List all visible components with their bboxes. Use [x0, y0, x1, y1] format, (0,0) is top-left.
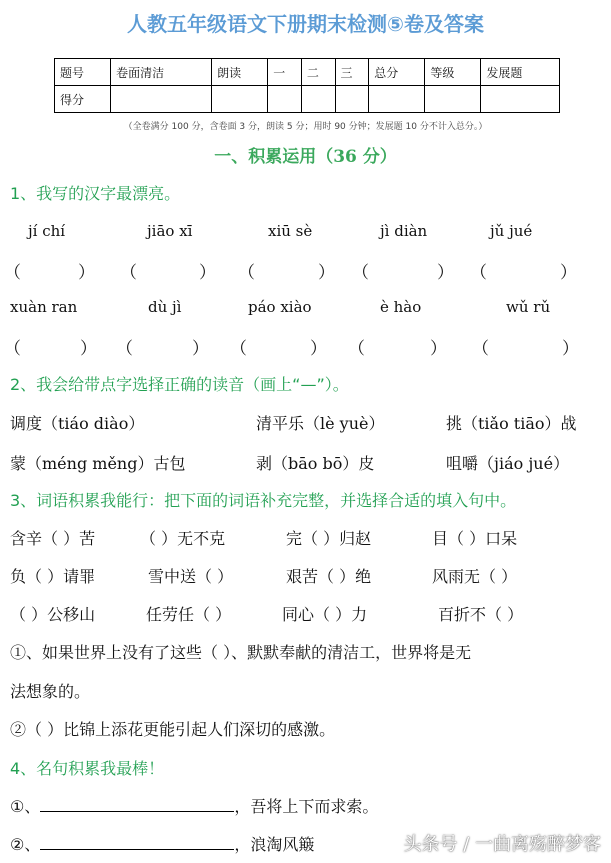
reading-item: 蒙（méng měng）古包 — [10, 454, 186, 473]
sentence-2: ②（ ）比锦上添花更能引起人们深切的感激。 — [10, 720, 336, 739]
reading-item: 挑（tiǎo tiāo）战 — [446, 414, 577, 433]
quote-line-1 — [10, 794, 378, 817]
idiom-item: 含辛（ ）苦 — [10, 529, 96, 548]
score-input-cell[interactable] — [268, 86, 302, 113]
paren-open: （ — [352, 263, 369, 283]
reading-item: 剥（bāo bō）皮 — [256, 454, 375, 473]
quote-prefix: ①、 — [10, 797, 41, 816]
pinyin-item: xiū sè — [268, 222, 313, 240]
paren-open: （ — [238, 263, 255, 283]
paren-close: ） — [437, 263, 454, 283]
score-input-cell[interactable] — [369, 86, 425, 113]
paren-open: （ — [472, 339, 489, 359]
pinyin-item: jí chí — [28, 222, 66, 240]
question-1-title: 1、我写的汉字最漂亮。 — [10, 184, 181, 203]
paren-open: （ — [470, 263, 487, 283]
pinyin-item: jǔ jué — [490, 222, 533, 240]
quote-prefix: ②、 — [10, 835, 41, 854]
pinyin-item: páo xiào — [248, 298, 312, 316]
idiom-item: 任劳任（ ） — [146, 605, 232, 624]
paren-close: ） — [80, 339, 97, 359]
pinyin-item: xuàn ran — [10, 298, 78, 316]
table-cell: 总分 — [369, 59, 425, 86]
score-header-row — [55, 59, 560, 86]
pinyin-item: dù jì — [148, 298, 182, 316]
score-input-cell[interactable] — [301, 86, 335, 113]
score-input-cell[interactable] — [425, 86, 481, 113]
question-2-title: 2、我会给带点字选择正确的读音（画上“—”）。 — [10, 375, 349, 394]
idiom-item: 风雨无（ ） — [432, 567, 518, 586]
paren-open: （ — [348, 339, 365, 359]
score-input-cell[interactable] — [335, 86, 369, 113]
page-title: 人教五年级语文下册期末检测⑤卷及答案 — [127, 12, 484, 36]
quote-line-2 — [10, 832, 314, 855]
paren-open: （ — [4, 339, 21, 359]
answer-blank[interactable] — [40, 833, 234, 850]
sentence-1-cont: 法想象的。 — [10, 682, 91, 701]
score-input-cell[interactable] — [212, 86, 268, 113]
pinyin-item: jiāo xī — [147, 222, 193, 240]
reading-item: 调度（tiáo diào） — [10, 414, 145, 433]
paren-close: ） — [310, 339, 327, 359]
question-3-title: 3、词语积累我能行：把下面的词语补充完整，并选择合适的填入句中。 — [10, 491, 517, 510]
sentence-1: ①、如果世界上没有了这些（ ）、默默奉献的清洁工，世界将是无 — [10, 643, 472, 662]
idiom-item: 负（ ）请罪 — [10, 567, 96, 586]
table-cell: 三 — [335, 59, 369, 86]
idiom-item: 同心（ ）力 — [282, 605, 368, 624]
table-cell: 一 — [268, 59, 302, 86]
paren-open: （ — [120, 263, 137, 283]
paren-open: （ — [4, 263, 21, 283]
pinyin-item: wǔ rǔ — [506, 298, 551, 316]
pinyin-item: jì diàn — [380, 222, 428, 240]
idiom-item: 雪中送（ ） — [148, 567, 234, 586]
table-cell: 等级 — [425, 59, 481, 86]
paren-open: （ — [230, 339, 247, 359]
score-input-cell[interactable] — [481, 86, 560, 113]
idiom-item: 百折不（ ） — [438, 605, 524, 624]
idiom-item: 完（ ）归赵 — [286, 529, 372, 548]
idiom-item: 目（ ）口呆 — [432, 529, 518, 548]
quote-suffix: ，浪淘风簸 — [234, 835, 315, 854]
paren-close: ） — [199, 263, 216, 283]
table-cell: 发展题 — [481, 59, 560, 86]
exam-note: （全卷满分 100 分，含卷面 3 分，朗读 5 分；用时 90 分钟；发展题 10 分不计入总分。） — [123, 122, 488, 132]
table-cell: 得分 — [55, 86, 111, 113]
paren-close: ） — [562, 339, 579, 359]
answer-blank[interactable] — [40, 795, 234, 812]
idiom-item: （ ）公移山 — [10, 605, 96, 624]
idiom-item: （ ）无不克 — [140, 529, 226, 548]
quote-suffix: ，吾将上下而求索。 — [234, 797, 379, 816]
idiom-item: 艰苦（ ）绝 — [286, 567, 372, 586]
paren-close: ） — [430, 339, 447, 359]
pinyin-item: è hào — [380, 298, 422, 316]
paren-open: （ — [116, 339, 133, 359]
section-title: 一、积累运用（36 分） — [214, 147, 397, 167]
watermark: 头条号 / 一曲离殇醉梦客 — [403, 834, 601, 855]
table-cell: 朗读 — [212, 59, 268, 86]
paren-close: ） — [78, 263, 95, 283]
paren-close: ） — [560, 263, 577, 283]
paren-close: ） — [318, 263, 335, 283]
score-table — [54, 58, 560, 113]
reading-item: 咀嚼（jiáo jué） — [446, 454, 570, 473]
paren-close: ） — [192, 339, 209, 359]
question-4-title: 4、名句积累我最棒！ — [10, 759, 165, 778]
score-input-cell[interactable] — [111, 86, 212, 113]
score-value-row — [55, 86, 560, 113]
table-cell: 题号 — [55, 59, 111, 86]
reading-item: 清平乐（lè yuè） — [256, 414, 385, 433]
table-cell: 卷面清洁 — [111, 59, 212, 86]
table-cell: 二 — [301, 59, 335, 86]
